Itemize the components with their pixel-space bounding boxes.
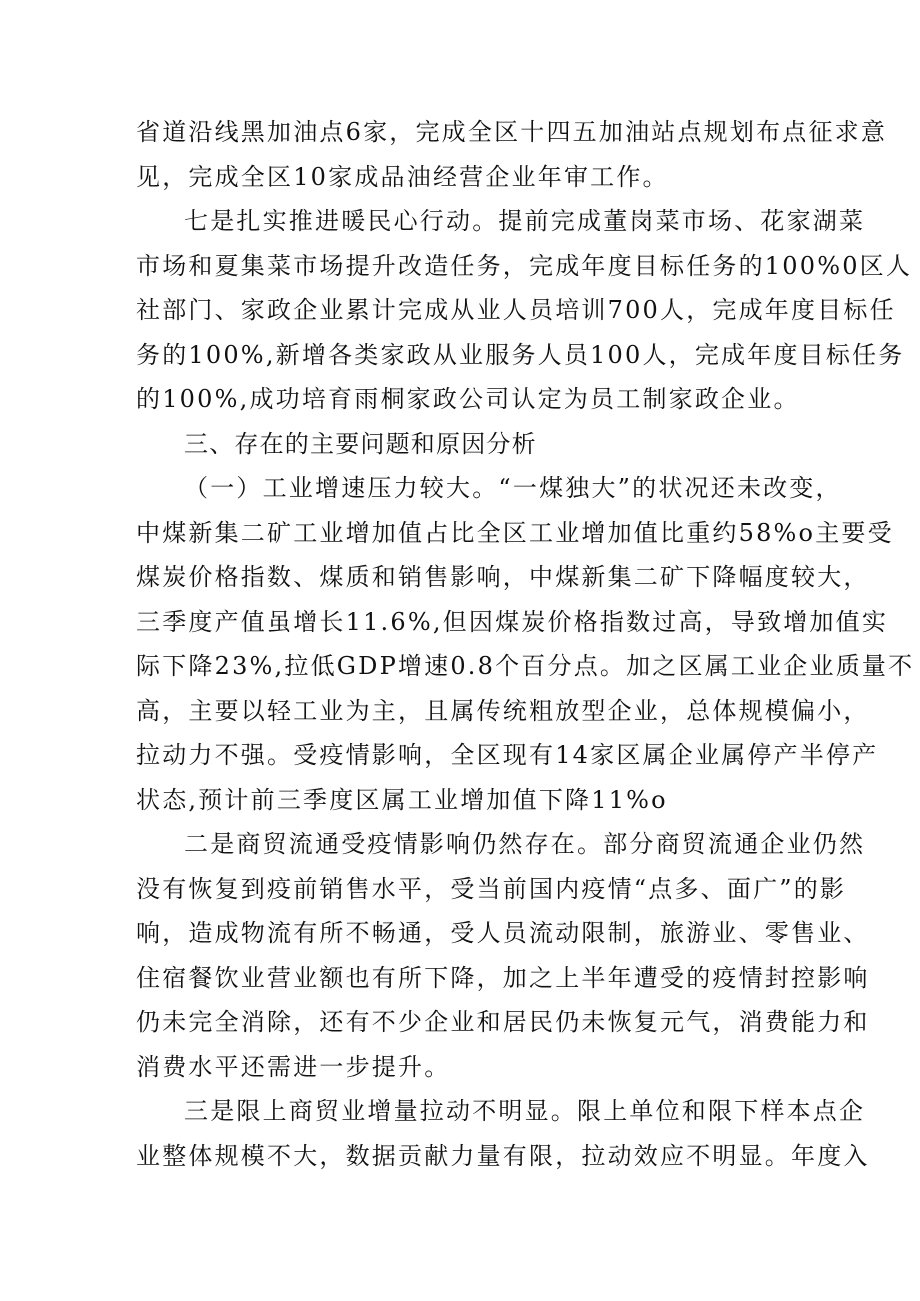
paragraph-line: 见，完成全区10家成品油经营企业年审工作。	[136, 163, 669, 191]
paragraph-line: 高，主要以轻工业为主，且属传统粗放型企业，总体规模偏小，	[136, 697, 870, 725]
paragraph-line: 的100%,成功培育雨桐家政公司认定为员工制家政企业。	[136, 385, 800, 413]
paragraph-line: 七是扎实推进暖民心行动。提前完成董岗菜市场、花家湖菜	[184, 207, 866, 235]
paragraph-line: 消费水平还需进一步提升。	[136, 1053, 451, 1081]
paragraph-line: 省道沿线黑加油点6家，完成全区十四五加油站点规划布点征求意	[136, 118, 888, 146]
paragraph-line: 中煤新集二矿工业增加值占比全区工业增加值比重约58%o主要受	[136, 519, 894, 547]
paragraph-line: 三是限上商贸业增量拉动不明显。限上单位和限下样本点企	[184, 1097, 866, 1125]
paragraph-line: 没有恢复到疫前销售水平，受当前国内疫情“点多、面广”的影	[136, 875, 847, 903]
paragraph-line: （一）工业增速压力较大。“一煤独大”的状况还未改变，	[184, 474, 842, 502]
paragraph-line: 业整体规模不大，数据贡献力量有限，拉动效应不明显。年度入	[136, 1142, 870, 1170]
paragraph-line: 状态,预计前三季度区属工业增加值下降11%o	[136, 786, 668, 814]
paragraph-line: 际下降23%,拉低GDP增速0.8个百分点。加之区属工业企业质量不	[136, 652, 915, 680]
paragraph-line: 三季度产值虽增长11.6%,但因煤炭价格指数过高，导致增加值实	[136, 608, 889, 636]
paragraph-line: 响，造成物流有所不畅通，受人员流动限制，旅游业、零售业、	[136, 919, 870, 947]
paragraph-line: 务的100%,新增各类家政从业服务人员100人，完成年度目标任务	[136, 341, 905, 369]
paragraph-line: 住宿餐饮业营业额也有所下降，加之上半年遭受的疫情封控影响	[136, 964, 870, 992]
paragraph-line: 煤炭价格指数、煤质和销售影响，中煤新集二矿下降幅度较大，	[136, 563, 870, 591]
paragraph-line: 市场和夏集菜市场提升改造任务，完成年度目标任务的100%0区人	[136, 252, 913, 280]
paragraph-line: 拉动力不强。受疫情影响，全区现有14家区属企业属停产半停产	[136, 741, 879, 769]
paragraph-line: 社部门、家政企业累计完成从业人员培训700人，完成年度目标任	[136, 296, 896, 324]
paragraph-line: 二是商贸流通受疫情影响仍然存在。部分商贸流通企业仍然	[184, 830, 866, 858]
paragraph-line: 仍未完全消除，还有不少企业和居民仍未恢复元气，消费能力和	[136, 1008, 870, 1036]
section-heading: 三、存在的主要问题和原因分析	[184, 430, 537, 458]
